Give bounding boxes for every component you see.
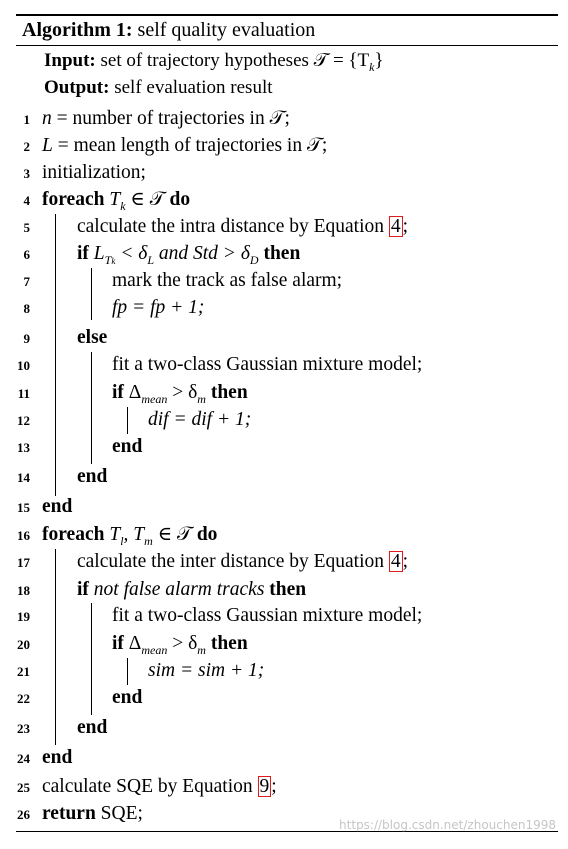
text: calculate the inter distance by Equation bbox=[77, 551, 389, 572]
math-var: T bbox=[104, 189, 121, 210]
algorithm-line bbox=[0, 214, 568, 241]
subsubscript: k bbox=[111, 255, 116, 266]
text: < δ bbox=[115, 243, 148, 264]
line-text: end bbox=[112, 436, 143, 457]
keyword: return bbox=[42, 803, 96, 824]
text: > δ bbox=[167, 382, 198, 403]
algorithm-line bbox=[0, 434, 568, 461]
subscript: l bbox=[120, 533, 124, 548]
line-number: 14 bbox=[17, 470, 30, 485]
line-text: end bbox=[42, 747, 73, 768]
line-text: fit a two-class Gaussian mixture model; bbox=[112, 354, 423, 375]
subscript: m bbox=[144, 533, 153, 548]
algorithm-line bbox=[0, 715, 568, 742]
keyword: foreach bbox=[42, 189, 105, 210]
algorithm-title bbox=[22, 18, 315, 42]
keyword: if bbox=[112, 382, 124, 403]
line-text bbox=[42, 189, 190, 211]
algorithm-line bbox=[0, 352, 568, 379]
line-number: 15 bbox=[17, 500, 30, 515]
line-text bbox=[77, 579, 306, 601]
line-text bbox=[112, 382, 248, 404]
line-number: 4 bbox=[23, 193, 30, 208]
equation-ref-link[interactable]: 9 bbox=[259, 776, 270, 797]
top-rule bbox=[16, 14, 558, 16]
line-text: end bbox=[42, 496, 73, 517]
condition-text: not false alarm tracks bbox=[88, 579, 265, 600]
line-text bbox=[77, 551, 408, 573]
output-text: self evaluation result bbox=[114, 77, 273, 98]
math-var: T bbox=[104, 524, 121, 545]
line-number: 10 bbox=[17, 358, 30, 373]
line-number: 22 bbox=[17, 691, 30, 706]
algorithm-line bbox=[0, 603, 568, 630]
text: ; bbox=[271, 776, 277, 797]
line-number: 23 bbox=[17, 721, 30, 736]
math-var: L bbox=[42, 135, 53, 156]
algorithm-line bbox=[0, 133, 568, 160]
line-text bbox=[42, 108, 290, 130]
math-var: Δ bbox=[123, 633, 142, 654]
text: ∈ 𝒯 bbox=[125, 189, 170, 210]
subscript-text: T bbox=[104, 252, 112, 267]
line-number: 8 bbox=[23, 301, 30, 316]
text: = number of trajectories in 𝒯; bbox=[51, 108, 290, 129]
text: calculate the intra distance by Equation bbox=[77, 216, 389, 237]
input-line bbox=[44, 50, 384, 72]
line-text bbox=[77, 243, 300, 265]
algorithm-line bbox=[0, 577, 568, 604]
algorithm-line bbox=[0, 106, 568, 133]
line-number: 7 bbox=[23, 274, 30, 289]
subscript: m bbox=[197, 642, 206, 657]
subscript: mean bbox=[141, 642, 168, 657]
line-text: initialization; bbox=[42, 162, 146, 183]
line-text: fit a two-class Gaussian mixture model; bbox=[112, 605, 423, 626]
line-text: sim = sim + 1; bbox=[148, 660, 265, 681]
keyword: foreach bbox=[42, 524, 105, 545]
keyword: if bbox=[77, 243, 89, 264]
text: ∈ 𝒯 bbox=[152, 524, 197, 545]
line-text: fp = fp + 1; bbox=[112, 297, 205, 318]
line-text: end bbox=[112, 687, 143, 708]
algorithm-line bbox=[0, 685, 568, 712]
line-text: end bbox=[77, 466, 108, 487]
algorithm-line bbox=[0, 295, 568, 322]
output-line bbox=[44, 77, 273, 99]
keyword: then bbox=[205, 382, 248, 403]
algorithm-line bbox=[0, 241, 568, 268]
line-text bbox=[42, 776, 277, 798]
line-number: 6 bbox=[23, 247, 30, 262]
subscript: mean bbox=[141, 391, 168, 406]
algorithm-line bbox=[0, 631, 568, 658]
input-subscript: k bbox=[369, 59, 375, 74]
line-text bbox=[42, 803, 143, 825]
keyword: then bbox=[258, 243, 301, 264]
text: ; bbox=[402, 216, 409, 237]
line-number: 25 bbox=[17, 780, 30, 795]
algorithm-line bbox=[0, 187, 568, 214]
line-text bbox=[42, 524, 217, 546]
line-number: 16 bbox=[17, 528, 30, 543]
subscript bbox=[105, 253, 116, 267]
line-number: 24 bbox=[17, 751, 30, 766]
math-var: Δ bbox=[123, 382, 142, 403]
text: , T bbox=[123, 524, 145, 545]
text: SQE; bbox=[95, 803, 143, 824]
line-number: 20 bbox=[17, 637, 30, 652]
text: and Std > δ bbox=[154, 243, 250, 264]
subscript: k bbox=[120, 198, 126, 213]
algorithm-line bbox=[0, 268, 568, 295]
input-keyword: Input: bbox=[44, 50, 96, 71]
keyword: do bbox=[169, 189, 191, 210]
watermark: https://blog.csdn.net/zhouchen1998 bbox=[339, 818, 556, 832]
line-number: 26 bbox=[17, 807, 30, 822]
math-var: L bbox=[88, 243, 105, 264]
line-text bbox=[77, 216, 408, 238]
text: calculate SQE by Equation bbox=[42, 776, 258, 797]
math-var: n bbox=[42, 108, 52, 129]
keyword: do bbox=[196, 524, 218, 545]
text: = mean length of trajectories in 𝒯; bbox=[52, 135, 328, 156]
line-text bbox=[112, 633, 248, 655]
subscript: m bbox=[197, 391, 206, 406]
line-number: 13 bbox=[17, 440, 30, 455]
line-number: 3 bbox=[23, 166, 30, 181]
line-text bbox=[42, 135, 327, 157]
keyword: then bbox=[205, 633, 248, 654]
algorithm-line bbox=[0, 160, 568, 187]
text: ; bbox=[402, 551, 409, 572]
algorithm-line bbox=[0, 549, 568, 576]
line-number: 2 bbox=[23, 139, 30, 154]
input-text: set of trajectory hypotheses 𝒯 = {T bbox=[100, 50, 370, 71]
line-number: 18 bbox=[17, 583, 30, 598]
subscript: D bbox=[249, 252, 259, 267]
line-number: 19 bbox=[17, 609, 30, 624]
line-number: 12 bbox=[17, 413, 30, 428]
text: > δ bbox=[167, 633, 198, 654]
algorithm-line bbox=[0, 494, 568, 521]
algorithm-line bbox=[0, 745, 568, 772]
equation-ref-link[interactable]: 4 bbox=[390, 216, 401, 237]
line-text: dif = dif + 1; bbox=[148, 409, 252, 430]
algorithm-line bbox=[0, 407, 568, 434]
keyword: if bbox=[77, 579, 89, 600]
algorithm-line bbox=[0, 774, 568, 801]
algorithm-line bbox=[0, 380, 568, 407]
equation-ref-link[interactable]: 4 bbox=[390, 551, 401, 572]
algorithm-line bbox=[0, 658, 568, 685]
algorithm-name: self quality evaluation bbox=[137, 19, 316, 41]
keyword: if bbox=[112, 633, 124, 654]
algorithm-line bbox=[0, 325, 568, 352]
line-text: else bbox=[77, 327, 108, 348]
algorithm-label: Algorithm 1: bbox=[22, 19, 133, 41]
keyword: then bbox=[264, 579, 307, 600]
line-number: 9 bbox=[23, 331, 30, 346]
header-rule bbox=[16, 45, 558, 46]
subscript: L bbox=[147, 252, 155, 267]
output-keyword: Output: bbox=[44, 77, 110, 98]
line-number: 1 bbox=[23, 112, 30, 127]
algorithm-line bbox=[0, 464, 568, 491]
algorithm-line bbox=[0, 522, 568, 549]
line-number: 21 bbox=[17, 664, 30, 679]
line-text: mark the track as false alarm; bbox=[112, 270, 343, 291]
line-number: 5 bbox=[23, 220, 30, 235]
line-number: 11 bbox=[17, 386, 30, 401]
line-number: 17 bbox=[17, 555, 30, 570]
input-end: } bbox=[374, 50, 384, 71]
line-text: end bbox=[77, 717, 108, 738]
